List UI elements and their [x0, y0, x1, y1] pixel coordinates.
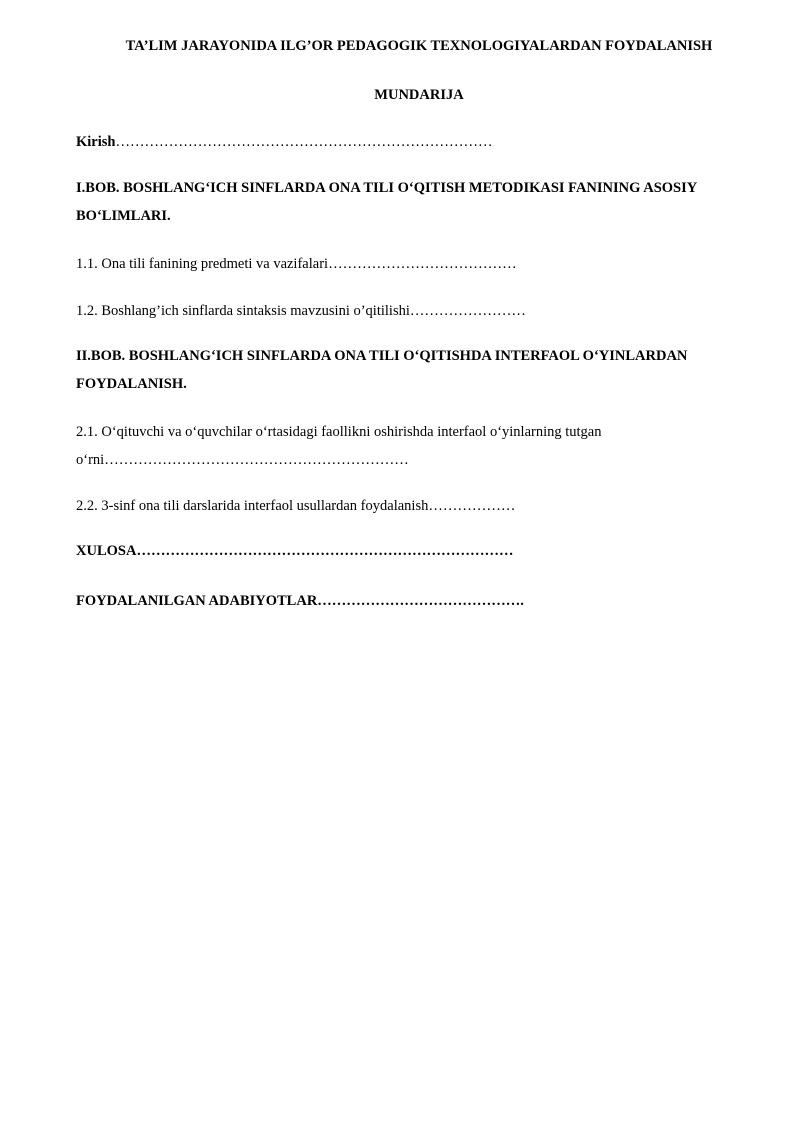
toc-entry-label: FOYDALANILGAN ADABIYOTLAR — [76, 593, 318, 609]
toc-entry-label: 1.1. Ona tili fanining predmeti va vazifalari — [76, 256, 329, 272]
toc-entry-label: 1.2. Boshlang’ich sinflarda sintaksis mavzusini o’qitilishi — [76, 303, 410, 319]
toc-entry-label: 2.1. O‘qituvchi va o‘quvchilar o‘rtasidagi faollikni oshirishda interfaol o‘yinlarning tutgan o‘rni — [76, 424, 602, 468]
toc-entry-leader: …………………………………………………………………… — [115, 134, 493, 150]
toc-entry-leader: …………………………………………………………………… — [136, 543, 514, 559]
toc-entry-label: Kirish — [76, 134, 116, 150]
toc-entry-1-2 — [76, 297, 526, 325]
toc-entry-leader: ……………… — [428, 498, 516, 514]
toc-entry-leader: ……………………………………………………… — [104, 452, 409, 468]
toc-entry-leader: ………………………………… — [328, 256, 517, 272]
toc-heading: MUNDARIJA — [374, 87, 464, 103]
toc-entry-chapter-1: I.BOB. BOSHLANG‘ICH SINFLARDA ONA TILI O‘QITISH METODIKASI FANINING ASOSIY BO‘LIMLARI. — [76, 180, 697, 224]
toc-entry-leader: ……………………………………. — [317, 593, 524, 609]
toc-entry-1-1 — [76, 250, 517, 278]
document-title: TA’LIM JARAYONIDA ILG’OR PEDAGOGIK TEXNOLOGIYALARDAN FOYDALANISH — [125, 38, 713, 54]
toc-entry-xulosa — [76, 537, 513, 565]
toc-entry-2-2 — [76, 492, 515, 520]
toc-entry-adabiyotlar — [76, 587, 524, 615]
toc-entry-chapter-2: II.BOB. BOSHLANG‘ICH SINFLARDA ONA TILI O‘QITISHDA INTERFAOL O‘YINLARDAN FOYDALANISH. — [76, 348, 688, 392]
toc-entry-kirish — [76, 128, 492, 156]
toc-entry-2-1 — [76, 418, 676, 474]
toc-entry-leader: …………………… — [409, 303, 526, 319]
toc-entry-label: 2.2. 3-sinf ona tili darslarida interfaol usullardan foydalanish — [76, 498, 429, 514]
toc-entry-label: XULOSA — [76, 543, 137, 559]
